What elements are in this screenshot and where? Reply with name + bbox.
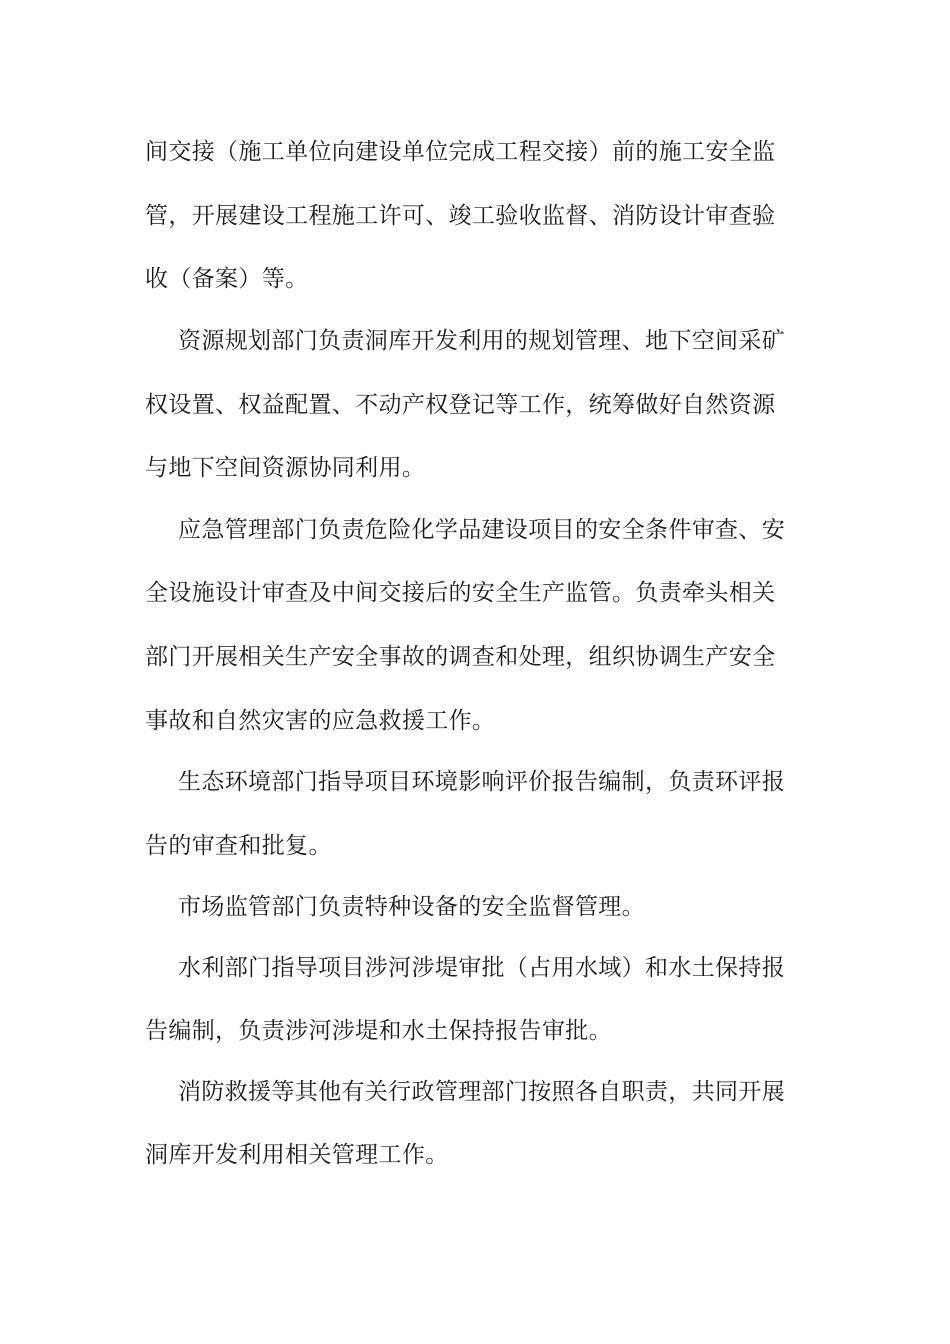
paragraph-start-line: 水利部门指导项目涉河涉堤审批（占用水域）和水土保持报 <box>178 955 786 981</box>
paragraph-start-line: 市场监管部门负责特种设备的安全监督管理。 <box>178 894 645 920</box>
text-line: 权设置、权益配置、不动产权登记等工作，统筹做好自然资源 <box>145 392 776 418</box>
paragraph-start-line: 资源规划部门负责洞库开发利用的规划管理、地下空间采矿 <box>178 328 786 354</box>
paragraph-start-line: 生态环境部门指导项目环境影响评价报告编制，负责环评报 <box>178 769 786 795</box>
paragraph-start-line: 应急管理部门负责危险化学品建设项目的安全条件审查、安 <box>178 517 786 543</box>
text-line: 收（备案）等。 <box>145 266 309 292</box>
text-line: 全设施设计审查及中间交接后的安全生产监管。负责牵头相关 <box>145 580 776 606</box>
text-line: 告编制，负责涉河涉堤和水土保持报告审批。 <box>145 1018 612 1044</box>
text-line: 部门开展相关生产安全事故的调查和处理，组织协调生产安全 <box>145 644 776 670</box>
text-line: 事故和自然灾害的应急救援工作。 <box>145 708 496 734</box>
paragraph-start-line: 消防救援等其他有关行政管理部门按照各自职责，共同开展 <box>178 1079 786 1105</box>
text-line: 间交接（施工单位向建设单位完成工程交接）前的施工安全监 <box>145 139 776 165</box>
text-line: 管，开展建设工程施工许可、竣工验收监督、消防设计审查验 <box>145 203 776 229</box>
text-line: 洞库开发利用相关管理工作。 <box>145 1142 449 1168</box>
text-line: 告的审查和批复。 <box>145 833 332 859</box>
text-line: 与地下空间资源协同利用。 <box>145 455 426 481</box>
